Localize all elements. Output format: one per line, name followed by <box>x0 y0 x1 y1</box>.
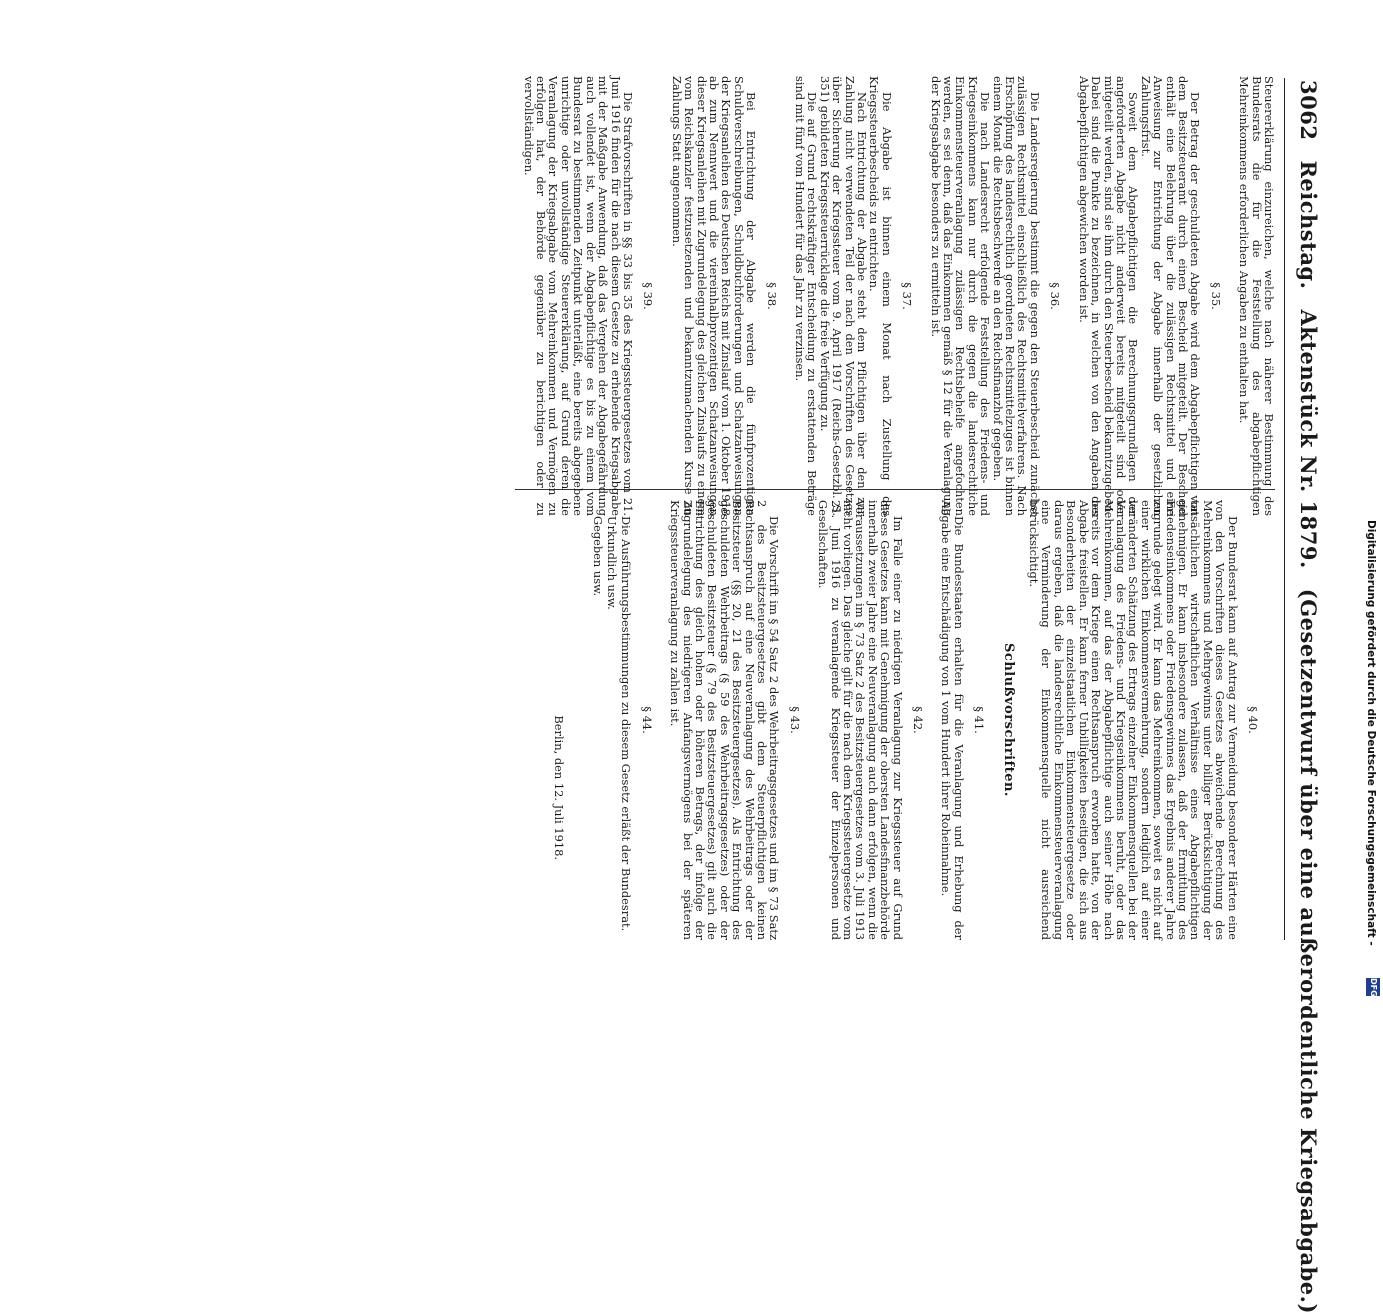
section-number: § 43. <box>787 706 802 734</box>
paragraph: Steuererklärung einzureichen, welche nach näherer Bestimmung des Bundesrats die für die Feststellung des abgabepflichtigen Mehreinkommens erforderlichen Angaben zu enthalten hat. <box>1237 76 1276 516</box>
paragraph: Die Bundesstaaten erhalten für die Veranlagung und Erhebung der Abgabe eine Entschädigung von 1 vom Hundert ihrer Roheinnahme. <box>939 500 966 940</box>
header-rule <box>1284 78 1285 940</box>
paragraph: Der Bundesrat kann auf Antrag zur Vermeidung besonderer Härten eine von den Vorschriften dieses Gesetzes abweichende Berechnung des Mehreinkommens und Mehrgewinns unter billiger Berücksichtigung der tatsächlichen wirtschaftlichen Verhältnisse eines Abgabepflichtigen genehmigen. Er kann insbesondere zulassen, daß der Ermittlung des Friedenseinkommens oder Friedensgewinnes das Ergebnis anderer Jahre zugrunde gelegt wird. Er kann das Mehreinkommen, soweit es nicht auf einer wirklichen Einkommensvermehrung, sondern lediglich auf einer veränderten Schätzung des Ertrags einzelner Einkommensquellen bei der Veranlagung des Friedens- und Kriegseinkommens beruht, oder das Mehreinkommen, auf das der Abgabepflichtige auch seiner Höhe nach bereits vor dem Kriege einen Rechtsanspruch erworben hatte, von der Abgabe freistellen. Er kann ferner Unbilligkeiten beseitigen, die sich aus Besonderheiten der einzelstaatlichen Einkommensteuergesetze oder daraus ergeben, daß die landesrechtliche Einkommensteuerveranlagung eine Verminderung der Einkommensquelle nicht ausreichend berücksichtigt. <box>1027 500 1240 940</box>
section-number: § 35. <box>1208 282 1223 310</box>
page-header <box>1287 80 1321 1314</box>
section-number: § 40. <box>1246 706 1260 734</box>
place-date: Berlin, den 12. Juli 1918. <box>552 715 567 860</box>
document-title: (Gesetzentwurf über eine außerordentliche Kriegsabgabe.) <box>1296 588 1321 1314</box>
paragraph: Im Falle einer zu niedrigen Veranlagung zur Kriegssteuer auf Grund dieses Gesetzes kann mit Genehmigung der obersten Landesfinanzbehörde innerhalb zweier Jahre eine Neuveranlagung auch dann erfolgen, wenn die Voraussetzungen im § 73 Satz 2 des Besitzsteuergesetzes vom 3. Juli 1913 nicht vorliegen. Das gleiche gilt für die nach dem Kriegssteuergesetze vom 21. Juni 1916 zu veranlagende Kriegssteuer der Einzelpersonen und Gesellschaften. <box>816 500 905 940</box>
closing-line: Urkundlich usw. <box>604 516 619 610</box>
page-number: 3062 <box>1296 80 1321 141</box>
paragraph: Die Landesregierung bestimmt die gegen den Steuerbescheid zunächst zulässigen Rechtsmittel einschließlich des Rechtsmittelverfahrens. Nach Erschöpfung des landesrechtlich geordneten Rechtsmittelzuges ist binnen einem Monat die Rechtsbeschwerde an den Reichsfinanzhof gegeben. <box>990 76 1042 516</box>
document-number: Aktenstück Nr. 1879. <box>1296 309 1321 569</box>
closing-line: Gegeben usw. <box>590 516 605 597</box>
right-column <box>5 500 1275 940</box>
journal-name: Reichstag. <box>1296 160 1321 290</box>
paragraph: Soweit dem Abgabepflichtigen die Berechnungsgrundlagen der angeforderten Abgabe nicht anderweit bereits mitgeteilt sind oder mitgeteilt werden, sind sie ihm durch den Steuerbescheid bekanntzugeben. Dabei sind die Punkte zu bezeichnen, in welchen von den Angaben des Abgabepflichtigen abgewichen worden ist. <box>1076 76 1141 516</box>
left-column <box>5 76 1275 516</box>
paragraph: Die Ausführungsbestimmungen zu diesem Gesetz erläßt der Bundesrat. <box>619 516 634 932</box>
paragraph: Die Strafvorschriften in §§ 33 bis 35 des Kriegssteuergesetzes vom 21. Juni 1916 finden für die nach diesem Gesetze zu erhebende Kriegsabgabe mit der Maßgabe Anwendung, daß das Vergehen der Abgabegefährdung auch vollendet ist, wenn der Abgabepflichtige es bis zu einem vom Bundesrat zu bestimmenden Zeitpunkt unterläßt, eine bereits abgegebene unrichtige oder unvollständige Steuererklärung, auf Grund deren die Veranlagung der Kriegsabgabe vom Mehreinkommen und Vermögen zu erfolgen hat, der Behörde gegenüber zu berichtigen oder zu vervollständigen. <box>521 76 635 516</box>
section-number: § 36. <box>1048 282 1063 310</box>
paragraph: Bei Entrichtung der Abgabe werden die fünfprozentigen Schuldverschreibungen, Schuldbuchforderungen und Schatzanweisungen der Kriegsanleihen des Deutschen Reichs mit Zinslauf vom 1. Oktober 1918 ab zum Nennwert und die viereinhalbprozentigen Schatzanweisungen dieser Kriegsanleihen mit Zugrundelegung des gleichen Zinslaufs zu einem vom Reichskanzler festzusetzenden und bekanntzumachenden Kurse an Zahlungs Statt angenommen. <box>669 76 759 516</box>
paragraph: Nach Entrichtung der Abgabe steht dem Pflichtigen über den zur Zahlung nicht verwendeten Teil der nach den Vorschriften des Gesetzes über Sicherung der Kriegssteuer vom 9. April 1917 (Reichs-Gesetzbl. S. 351) gebildeten Kriegssteuerrücklage die freie Verfügung zu. <box>817 76 870 516</box>
section-number: § 44. <box>639 706 654 734</box>
section-number: § 41. <box>972 706 987 734</box>
section-number: § 42. <box>911 706 926 734</box>
paragraph: Die Abgabe ist binnen einem Monat nach Zustellung des Kriegssteuerbescheids zu entrichten. <box>867 76 894 516</box>
paragraph: Die Vorschrift im § 54 Satz 2 des Wehrbeitragsgesetzes und im § 73 Satz 2 des Besitzsteuergesetzes gibt dem Steuerpflichtigen keinen Rechtsanspruch auf eine Neuveranlagung des Wehrbeitrags oder der Besitzsteuer (§§ 20, 21 des Besitzsteuergesetzes). Als Entrichtung des geschuldeten Wehrbeitrags (§ 59 des Wehrbeitragsgesetzes) oder der geschuldeten Besitzsteuer (§ 79 des Besitzsteuergesetzes) gilt auch die Entrichtung des gleich hohen oder höheren Betrags, der infolge der Zugrundelegung des niedrigeren Anfangsvermögens bei der späteren Kriegssteuerveranlagung zu zahlen ist. <box>668 500 782 940</box>
section-number: § 38. <box>764 282 779 310</box>
paragraph: Die auf Grund rechtskräftiger Entscheidung zu erstattenden Beträge sind mit fünf vom Hundert für das Jahr zu verzinsen. <box>793 76 820 516</box>
paragraph: Der Betrag der geschuldeten Abgabe wird dem Abgabepflichtigen von dem Besitzsteueramt durch einen Bescheid mitgeteilt. Der Bescheid enthält eine Belehrung über die zulässigen Rechtsmittel und eine Anweisung zur Entrichtung der Abgabe innerhalb der gesetzlichen Zahlungsfrist. <box>1138 76 1203 516</box>
dfg-logo: DFG <box>1366 978 1380 996</box>
paragraph: Die nach Landesrecht erfolgende Feststellung des Friedens- und Kriegseinkommens kann nur durch die gegen die landesrechtliche Einkommensteuerveranlagung zulässigen Rechtsbehelfe angefochten werden, es sei denn, daß das Einkommen gemäß § 12 für die Veranlagung der Kriegsabgabe besonders zu ermitteln ist. <box>928 76 993 516</box>
section-number: § 37. <box>900 282 915 310</box>
section-number: § 39. <box>641 282 656 310</box>
section-heading: Schlußvorschriften. <box>1000 643 1016 797</box>
digitization-credit: Digitalisierung gefördert durch die Deutsche Forschungsgemeinschaft - <box>1365 520 1377 946</box>
